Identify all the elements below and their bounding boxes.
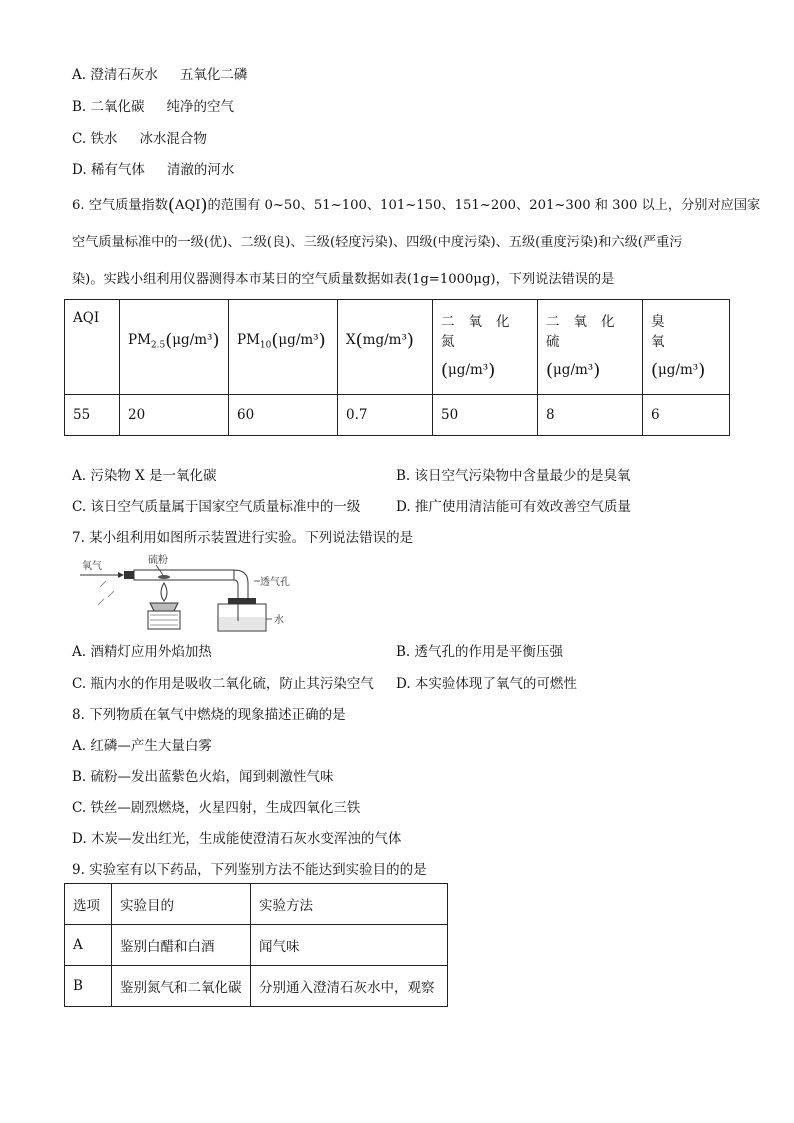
q7-option-d: D. 本实验体现了氧气的可燃性 [396,676,577,692]
cell-pm25: 20 [120,395,229,436]
glass-tube [134,570,234,580]
q6-stem-line2: 空气质量标准中的一级(优)、二级(良)、三级(轻度污染)、四级(中度污染)、五级(重度污染)和六级(严重污 [72,235,683,250]
alcohol-lamp-cap [150,603,178,611]
header-purpose: 实验目的 [112,884,251,925]
label-vent: 透气孔 [260,577,290,588]
tube-bend-inner [234,580,238,598]
q7-option-c: C. 瓶内水的作用是吸收二氧化硫，防止其污染空气 [72,676,374,692]
q5-option-c: C. 铁水 冰水混合物 [72,131,207,147]
table-row [65,925,448,966]
q6-option-c: C. 该日空气质量属于国家空气质量标准中的一级 [72,499,361,515]
decor-marks [98,581,114,605]
q7-stem: 7. 某小组利用如图所示装置进行实验。下列说法错误的是 [72,530,414,546]
q6-stem-line3: 染)。实践小组利用仪器测得本市某日的空气质量数据如表(1g=1000μg)，下列说法错误的是 [72,272,615,287]
identification-table [64,883,448,1007]
cell-so2: 8 [538,395,643,436]
table-header-row [65,884,448,925]
tube-stopper [124,571,134,579]
cell-method: 分别通入澄清石灰水中，观察 [251,966,448,1007]
sulfur-powder [158,575,170,579]
q9-stem: 9. 实验室有以下药品，下列鉴别方法不能达到实验目的的是 [72,862,427,878]
q7-option-a: A. 酒精灯应用外焰加热 [72,644,212,660]
q8-stem: 8. 下列物质在氧气中燃烧的现象描述正确的是 [72,707,346,723]
header-option: 选项 [65,884,112,925]
q6-stem-line1: 6. 空气质量指数(AQI)的范围有 0~50、51~100、101~150、151~200、201~300 和 300 以上，分别对应国家 [72,195,761,216]
cell-purpose: 鉴别氮气和二氧化碳 [112,966,251,1007]
q5-option-d: D. 稀有气体 清澈的河水 [72,162,235,178]
q6-option-b: B. 该日空气污染物中含量最少的是臭氧 [396,468,631,484]
header-pm25: $PM_{2.5}(\mu g/m^3)$ [120,300,229,395]
q5-option-a: A. 澄清石灰水 五氧化二磷 [72,67,248,83]
label-oxygen: 氧气 [82,561,102,572]
q5-option-b: B. 二氧化碳 纯净的空气 [72,99,235,115]
cell-method: 闻气味 [251,925,448,966]
q8-option-b: B. 硫粉—发出蓝紫色火焰，闻到刺激性气味 [72,769,334,785]
header-x: X(mg/m³) [338,300,433,395]
q6-option-d: D. 推广使用清洁能可有效改善空气质量 [396,499,631,515]
q8-option-d: D. 木炭—发出红光，生成能使澄清石灰水变浑浊的气体 [72,831,402,847]
header-pm10: $PM_{10}(\mu g/m^3)$ [229,300,338,395]
tube-bend [234,570,248,598]
table-row [65,966,448,1007]
arrow-head-icon [118,572,124,578]
header-no2: 二氧化氮 (μg/m³) [433,300,538,395]
cell-pm10: 60 [229,395,338,436]
q8-option-a: A. 红磷—产生大量白雾 [72,738,212,754]
q8-option-c: C. 铁丝—剧烈燃烧，火星四射，生成四氧化三铁 [72,800,361,816]
header-so2: 二氧化硫 (μg/m³) [538,300,643,395]
header-o3: 臭氧 (μg/m³) [643,300,730,395]
header-aqi: AQI [65,300,120,395]
bottle-stopper [228,598,256,604]
cell-no2: 50 [433,395,538,436]
table-row [65,395,730,436]
air-quality-table [64,299,730,436]
label-sulfur: 硫粉 [148,555,168,566]
cell-aqi: 55 [65,395,120,436]
flame-icon [161,583,167,601]
q7-option-b: B. 透气孔的作用是平衡压强 [396,644,564,660]
header-method: 实验方法 [251,884,448,925]
bottle-water [219,617,265,630]
cell-option: A [65,925,112,966]
cell-option: B [65,966,112,1007]
q6-option-a: A. 污染物 X 是一氧化碳 [72,468,217,484]
apparatus-figure [78,553,318,633]
cell-o3: 6 [643,395,730,436]
cell-purpose: 鉴别白醋和白酒 [112,925,251,966]
label-water: 水 [274,615,284,626]
table-header-row [65,300,730,395]
cell-x: 0.7 [338,395,433,436]
lamp-hatching [150,615,178,625]
